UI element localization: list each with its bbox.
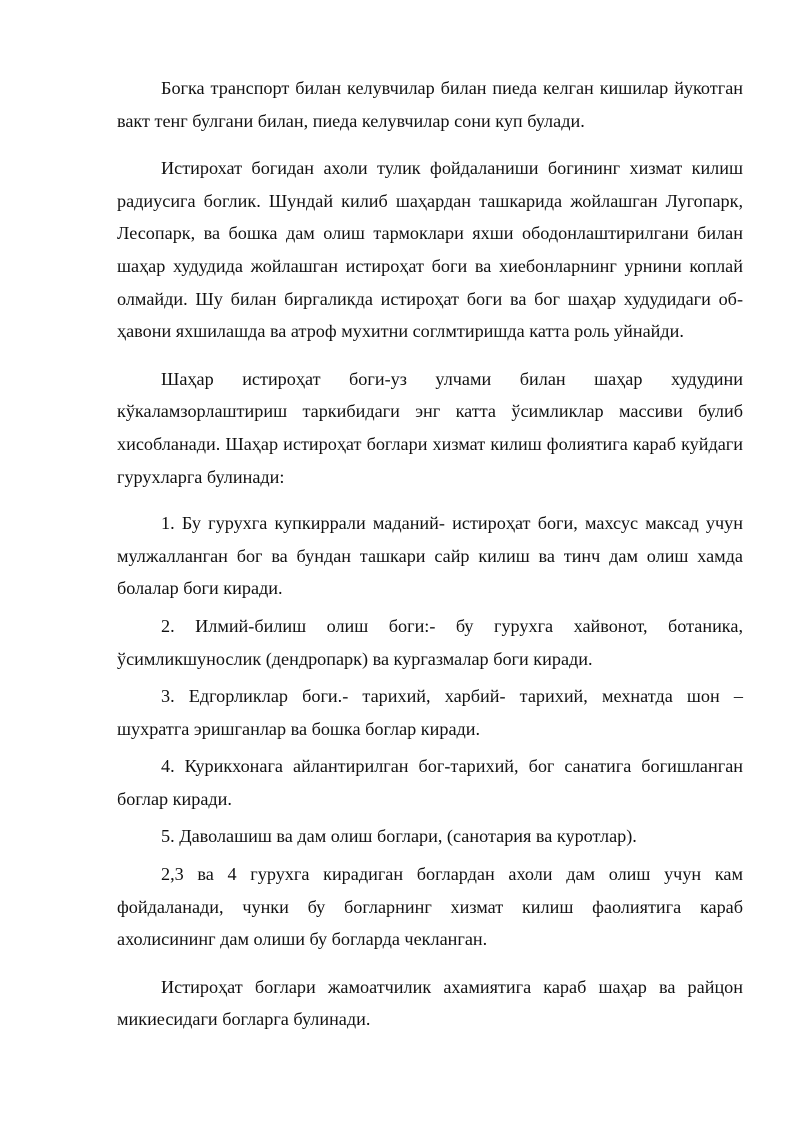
paragraph-transport: Богка транспорт билан келувчилар билан пиеда келган кишилар йукотган вакт тенг булгани билан, пиеда келувчилар сони куп булади. bbox=[117, 78, 743, 131]
paragraph-park-classification: Шаҳар истироҳат боги-уз улчами билан шаҳар худудини кўкаламзорлаштириш таркибидаги энг катта ўсимликлар массиви булиб хисобланади. Шаҳар истироҳат боглари хизмат килиш фолиятига караб куйдаги гурухларга булинади: bbox=[117, 368, 743, 487]
document-body bbox=[117, 72, 743, 1036]
list-item-5: 5. Даволашиш ва дам олиш боглари, (санотария ва куротлар). bbox=[161, 826, 637, 847]
list-item-4: 4. Курикхонага айлантирилган бог-тарихий, бог санатига богишланган боглар киради. bbox=[117, 756, 743, 809]
list-item-1: 1. Бу гурухга купкиррали маданий- истироҳат боги, махсус максад учун мулжалланган бог ва бундан ташкари сайр килиш ва тинч дам олиш хамда болалар боги киради. bbox=[117, 513, 743, 599]
paragraph-groups-usage: 2,3 ва 4 гурухга кирадиган боглардан ахоли дам олиш учун кам фойдаланади, чунки бу богларнинг хизмат килиш фаолиятига караб ахолисининг дам олиши бу богларда чекланган. bbox=[117, 864, 743, 950]
paragraph-final: Истироҳат боглари жамоатчилик ахамиятига караб шаҳар ва райцон микиесидаги богларга булинади. bbox=[117, 976, 743, 1030]
paragraph-park-usage: Истирохат богидан ахоли тулик фойдаланиши богининг хизмат килиш радиусига боглик. Шундай килиб шаҳардан ташкарида жойлашган Лугопарк, Лесопарк, ва бошка дам олиш тармоклари яхши ободонлаштирилгани билан шаҳар худудида жойлашган истироҳат боги ва хиебонларнинг урнини коплай олмайди. Шу билан биргаликда истироҳат боги ва бог шаҳар худудидаги об-ҳавони яхшилашда ва атроф мухитни соглмтиришда катта роль уйнайди. bbox=[117, 158, 743, 342]
list-item-2: 2. Илмий-билиш олиш боги:- бу гурухга хайвонот, ботаника, ўсимликшунослик (дендропарк) ва кургазмалар боги киради. bbox=[117, 615, 743, 669]
list-item-3: 3. Едгорликлар боги.- тарихий, харбий- тарихий, мехнатда шон – шухратга эришганлар ва бошка боглар киради. bbox=[117, 686, 743, 739]
